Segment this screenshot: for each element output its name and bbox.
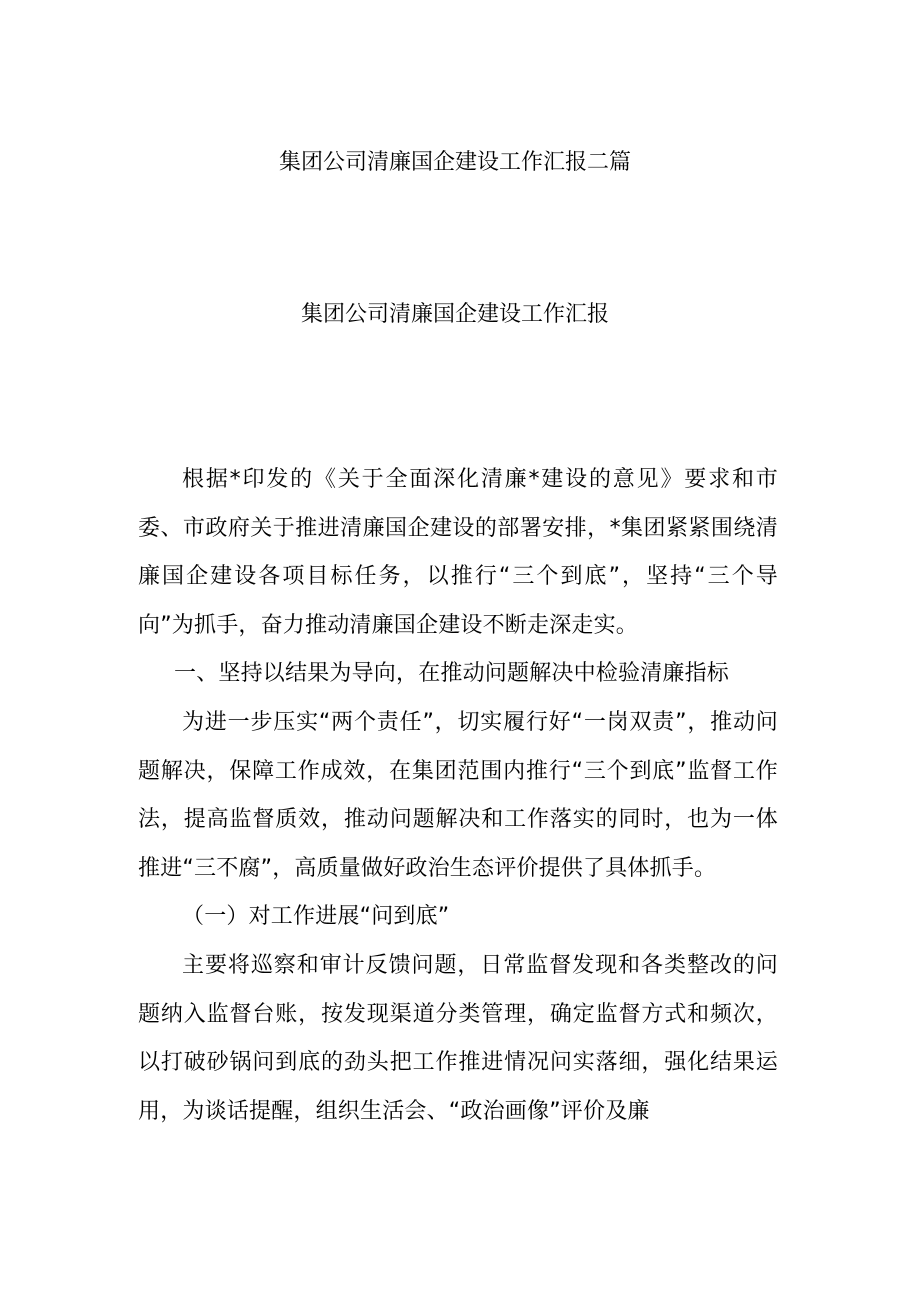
paragraph-section-1: 为进一步压实“两个责任”，切实履行好“一岗双责”，推动问题解决，保障工作成效，在集团范围内推行“三个到底”监督工作法，提高监督质效，推动问题解决和工作落实的同时，也为一体推进“三不腐”，高质量做好政治生态评价提供了具体抓手。 [138,709,778,881]
document-title: 集团公司清廉国企建设工作汇报二篇 [278,150,631,175]
subsection-heading-1: （一）对工作进展“问到底” [182,904,450,930]
paragraph-intro: 根据*印发的《关于全面深化清廉*建设的意见》要求和市委、市政府关于推进清廉国企建设的部署安排，*集团紧紧围绕清廉国企建设各项目标任务，以推行“三个到底”，坚持“三个导向”为抓手，奋力推动清廉国企建设不断走深走实。 [138,467,778,638]
document-subtitle: 集团公司清廉国企建设工作汇报 [300,302,609,327]
section-heading-1: 一、坚持以结果为导向，在推动问题解决中检验清廉指标 [174,661,730,687]
paragraph-subsection-1: 主要将巡察和审计反馈问题，日常监督发现和各类整改的问题纳入监督台账，按发现渠道分类管理，确定监督方式和频次，以打破砂锅问到底的劲头把工作推进情况问实落细，强化结果运用，为谈话提醒，组织生活会、“政治画像”评价及廉 [138,952,778,1124]
document-body [138,456,778,1136]
